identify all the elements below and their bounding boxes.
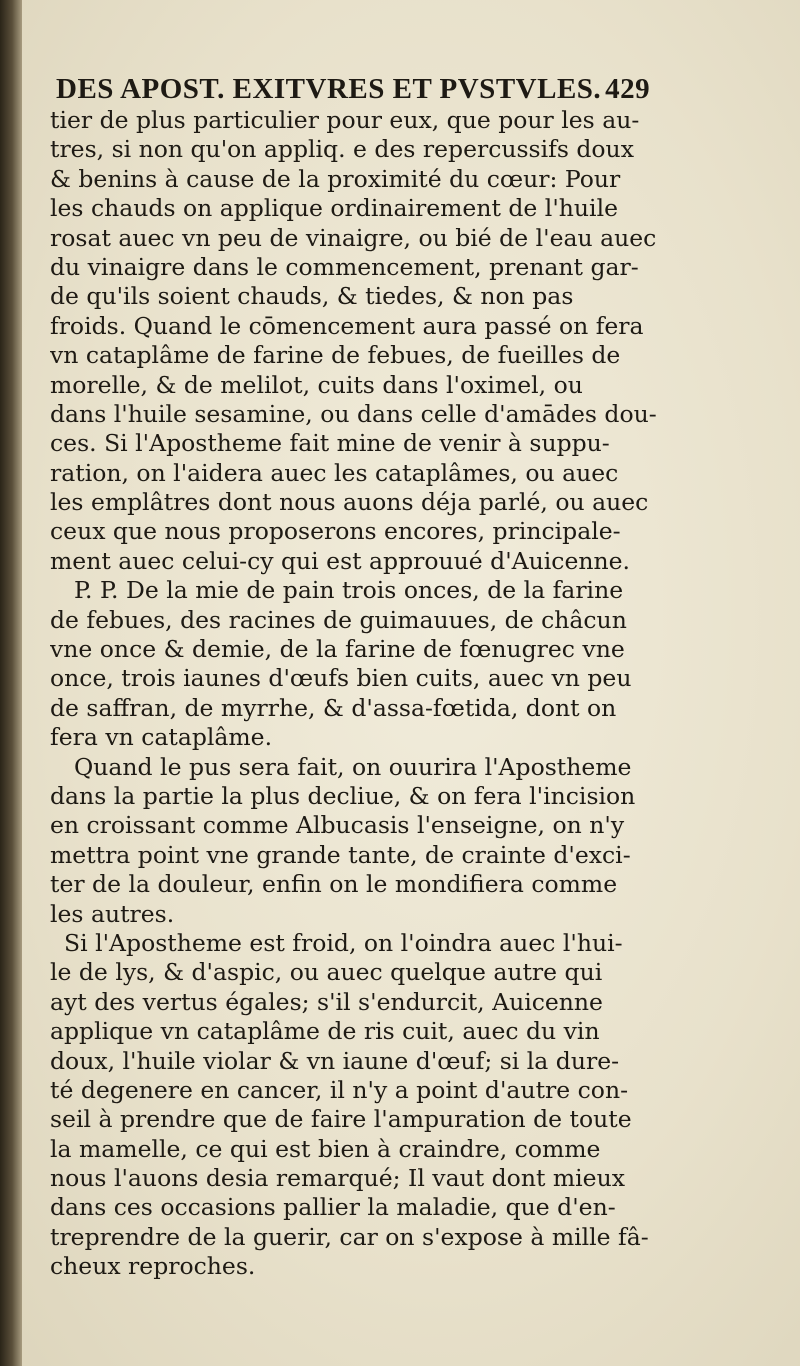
text-line: cheux reproches. bbox=[50, 1252, 256, 1281]
text-line: once, trois iaunes d'œufs bien cuits, auec vn peu bbox=[50, 664, 632, 693]
running-head-title: DES APOST. EXITVRES ET PVSTVLES. bbox=[56, 73, 602, 105]
text-line: les chauds on applique ordinairement de l'huile bbox=[50, 194, 618, 223]
text-line: ceux que nous proposerons encores, principale- bbox=[50, 517, 621, 546]
text-line: ces. Si l'Apostheme fait mine de venir à suppu- bbox=[50, 429, 610, 458]
text-line: le de lys, & d'aspic, ou auec quelque autre qui bbox=[50, 958, 603, 987]
text-line: dans la partie la plus decliue, & on fera l'incision bbox=[50, 781, 636, 810]
text-line: mettra point vne grande tante, de crainte d'exci- bbox=[50, 840, 631, 869]
text-line: ayt des vertus égales; s'il s'endurcit, Auicenne bbox=[50, 987, 603, 1016]
text-line: té degenere en cancer, il n'y a point d'autre con- bbox=[50, 1075, 629, 1104]
text-line: ment auec celui-cy qui est approuué d'Auicenne. bbox=[50, 546, 631, 575]
text-line: de saffran, de myrrhe, & d'assa-fœtida, dont on bbox=[50, 693, 617, 722]
text-line: les autres. bbox=[50, 899, 175, 928]
text-line: la mamelle, ce qui est bien à craindre, comme bbox=[50, 1134, 601, 1163]
text-line: vn cataplâme de farine de febues, de fueilles de bbox=[50, 341, 621, 370]
text-line: de qu'ils soient chauds, & tiedes, & non pas bbox=[50, 282, 574, 311]
text-line-paragraph-start: Quand le pus sera fait, on ouurira l'Apostheme bbox=[74, 752, 632, 781]
text-line: tier de plus particulier pour eux, que pour les au- bbox=[50, 106, 640, 134]
text-line: doux, l'huile violar & vn iaune d'œuf; si la dure- bbox=[50, 1046, 620, 1075]
text-line: applique vn cataplâme de ris cuit, auec du vin bbox=[50, 1017, 600, 1046]
text-line: en croissant comme Albucasis l'enseigne, on n'y bbox=[50, 811, 625, 840]
text-line-paragraph-start: Si l'Apostheme est froid, on l'oindra auec l'hui- bbox=[64, 928, 623, 957]
text-line: vne once & demie, de la farine de fœnugrec vne bbox=[50, 635, 625, 664]
text-line: tres, si non qu'on appliq. e des repercussifs doux bbox=[50, 135, 634, 164]
text-line: treprendre de la guerir, car on s'expose à mille fâ- bbox=[50, 1222, 649, 1251]
text-line: froids. Quand le cōmencement aura passé on fera bbox=[50, 311, 644, 340]
text-line: ration, on l'aidera auec les cataplâmes, ou auec bbox=[50, 458, 619, 487]
text-line: seil à prendre que de faire l'ampuration de toute bbox=[50, 1105, 632, 1134]
text-line: dans l'huile sesamine, ou dans celle d'amādes dou- bbox=[50, 399, 657, 428]
text-line: de febues, des racines de guimauues, de châcun bbox=[50, 605, 627, 634]
text-line: les emplâtres dont nous auons déja parlé, ou auec bbox=[50, 488, 649, 517]
page-number: 429 bbox=[605, 73, 651, 105]
text-line: fera vn cataplâme. bbox=[50, 723, 273, 752]
page-text-block bbox=[50, 72, 750, 1282]
text-line: rosat auec vn peu de vinaigre, ou bié de l'eau auec bbox=[50, 223, 657, 252]
text-line: nous l'auons desia remarqué; Il vaut dont mieux bbox=[50, 1164, 625, 1193]
text-line: dans ces occasions pallier la maladie, que d'en- bbox=[50, 1193, 616, 1222]
running-head bbox=[56, 72, 750, 106]
text-line-paragraph-start: P. P. De la mie de pain trois onces, de la farine bbox=[74, 576, 624, 605]
book-gutter bbox=[0, 0, 22, 1366]
text-line: & benins à cause de la proximité du cœur: Pour bbox=[50, 164, 621, 193]
text-line: morelle, & de melilot, cuits dans l'oximel, ou bbox=[50, 370, 583, 399]
text-line: du vinaigre dans le commencement, prenant gar- bbox=[50, 252, 639, 281]
text-line: ter de la douleur, enfin on le mondifiera comme bbox=[50, 870, 618, 899]
